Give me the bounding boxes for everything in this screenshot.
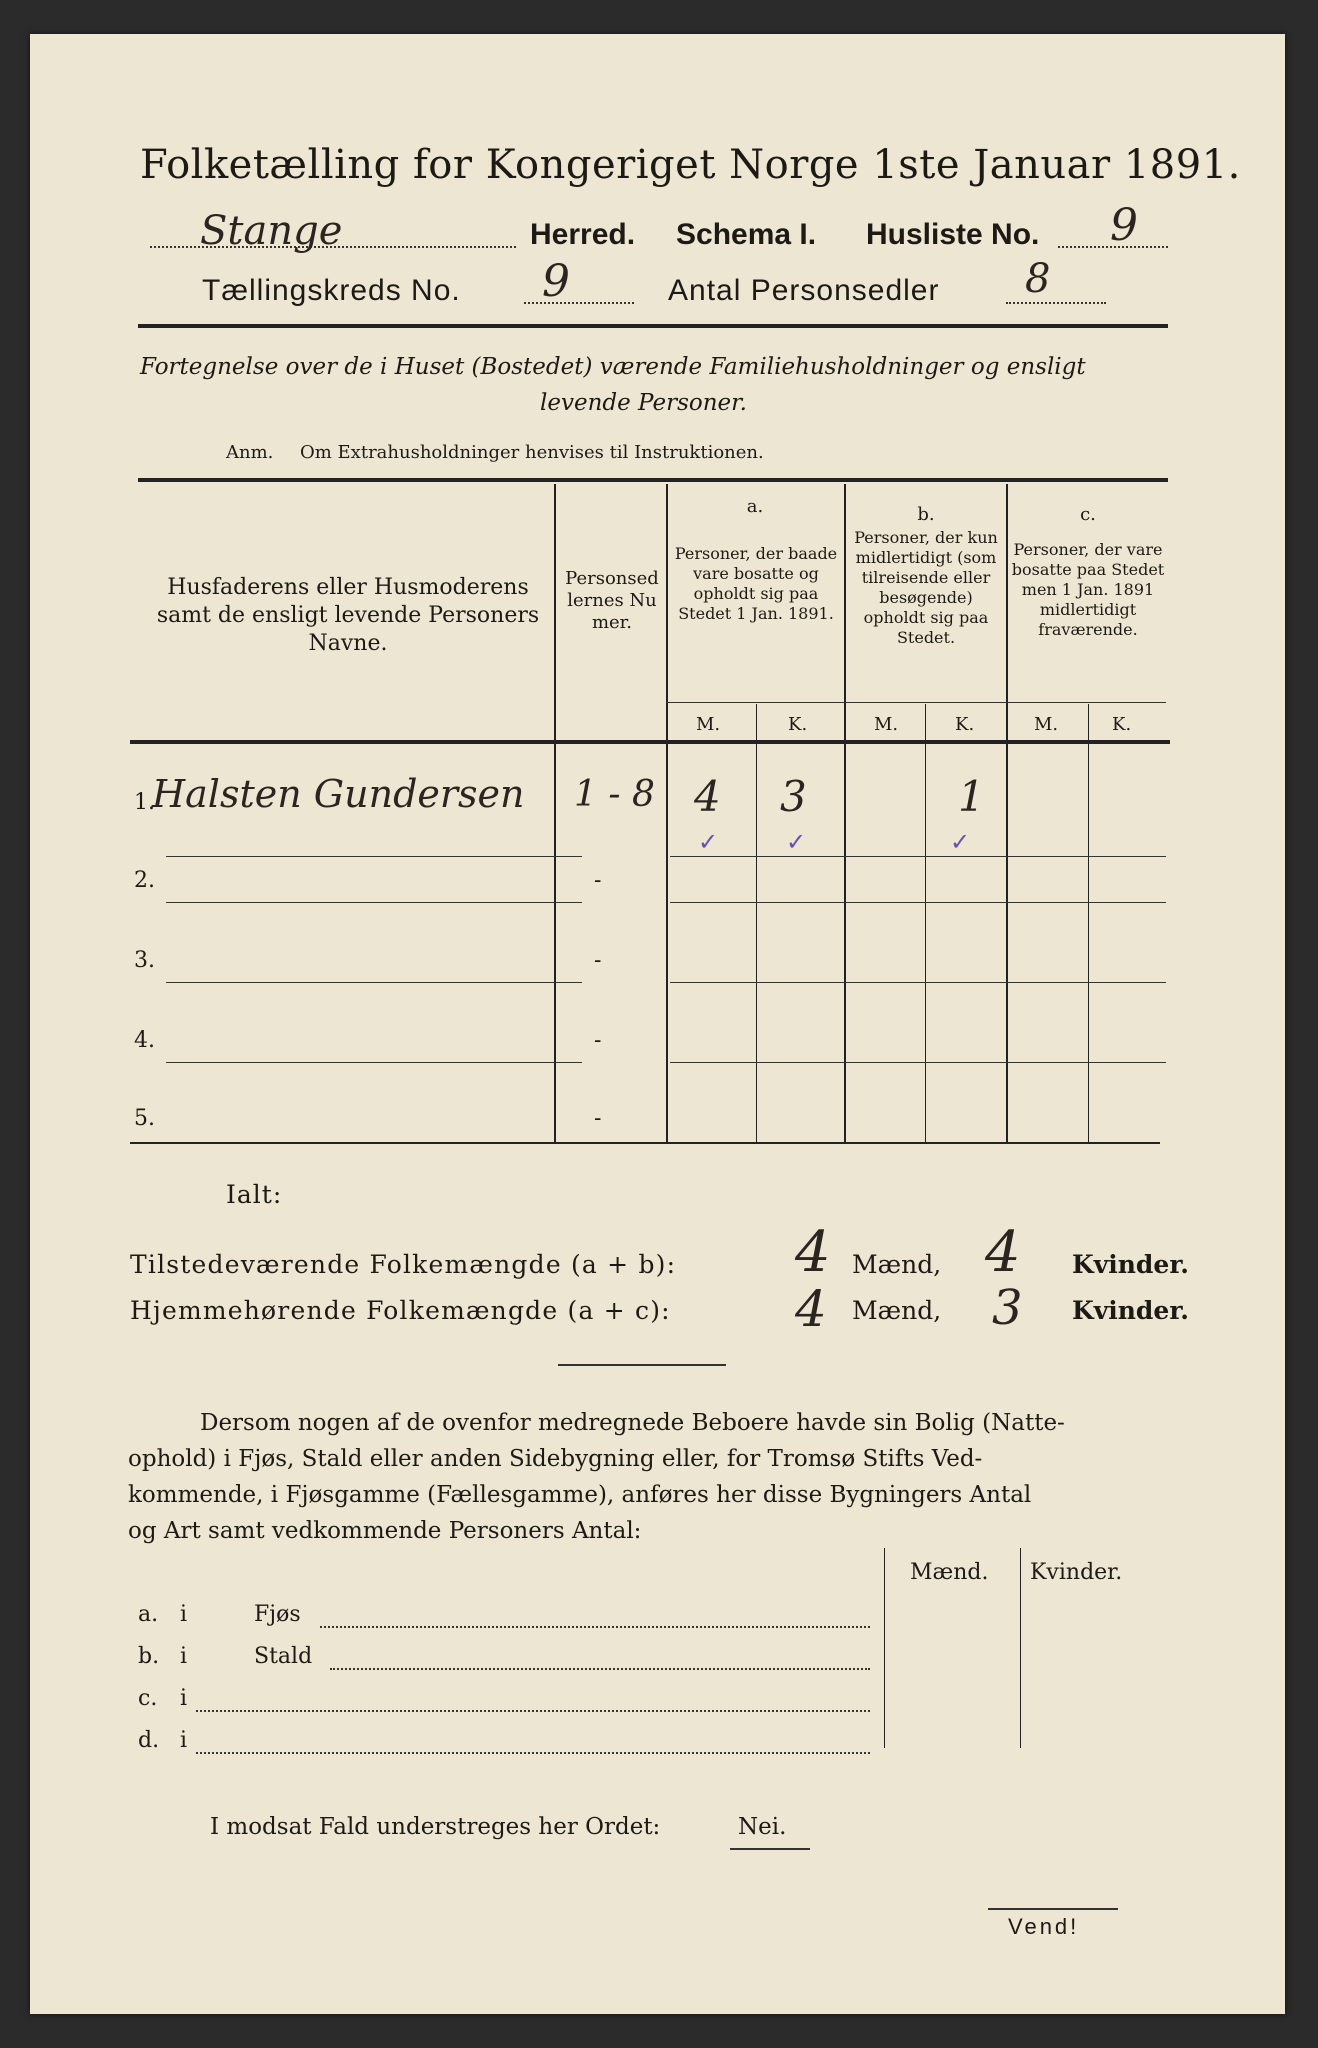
herred-label: Herred. <box>530 218 636 251</box>
table-bottom-rule <box>130 1142 1160 1144</box>
col-num-header: Personsedlernes Numer. <box>565 568 659 633</box>
building-prep: i <box>180 1686 188 1711</box>
anm-label: Anm. <box>226 442 274 463</box>
building-dots <box>320 1626 870 1628</box>
antal-value: 8 <box>1025 256 1051 302</box>
row-line <box>670 982 1166 983</box>
antal-label: Antal Personsedler <box>668 274 940 307</box>
building-dots <box>196 1710 870 1712</box>
taellingskreds-value: 9 <box>542 256 570 307</box>
row-number: 2. <box>134 868 155 893</box>
table-header-rule <box>130 740 1170 744</box>
row-line <box>166 902 582 903</box>
b-m-label: M. <box>874 714 899 735</box>
building-letter: d. <box>138 1728 160 1753</box>
c-k-label: K. <box>1112 714 1132 735</box>
ialt-label: Ialt: <box>226 1180 283 1209</box>
buildings-para-4: og Art samt vedkommende Personers Antal: <box>128 1518 642 1544</box>
hjemme-maend-label: Mænd, <box>852 1296 942 1325</box>
row-line <box>670 1062 1166 1063</box>
buildings-kvinder-header: Kvinder. <box>1030 1560 1123 1585</box>
tilstede-kvinder-value: 4 <box>985 1220 1021 1285</box>
intro-line-1: Fortegnelse over de i Huset (Bostedet) værende Familiehusholdninger og ensligt <box>140 354 1086 380</box>
a-k-label: K. <box>788 714 808 735</box>
buildings-para-2: ophold) i Fjøs, Stald eller anden Sidebygning eller, for Tromsø Stifts Ved- <box>128 1446 983 1472</box>
check-mark-icon: ✓ <box>698 828 719 856</box>
buildings-para-1: Dersom nogen af de ovenfor medregnede Beboere havde sin Bolig (Natte- <box>200 1410 1065 1436</box>
tilstede-kvinder-label: Kvinder. <box>1072 1250 1189 1279</box>
col-divider-4 <box>1006 484 1008 1142</box>
row-a-m: 4 <box>694 772 721 821</box>
check-mark-icon: ✓ <box>950 828 971 856</box>
section-divider <box>558 1364 726 1366</box>
col-divider-1 <box>554 484 556 1142</box>
building-label: Fjøs <box>254 1602 301 1627</box>
vend-underline <box>988 1908 1118 1910</box>
buildings-maend-header: Mænd. <box>910 1560 989 1585</box>
row-number: 1. <box>134 790 155 815</box>
col-divider-b-mk <box>925 704 926 1142</box>
col-b-header: Personer, der kun midlertidigt (som tilreisende eller besøgende) opholdt sig paa Stedet. <box>854 528 998 647</box>
table-top-rule <box>138 478 1168 482</box>
mk-header-line <box>666 702 1166 703</box>
schema-label: Schema I. <box>676 218 817 251</box>
tilstede-label: Tilstedeværende Folkemængde (a + b): <box>130 1250 677 1279</box>
husliste-label: Husliste No. <box>866 218 1040 251</box>
row-line <box>166 1062 582 1063</box>
col-name-header: Husfaderens eller Husmoderens samt de ensligt levende Personers Navne. <box>156 575 540 656</box>
hjemme-maend-value: 4 <box>795 1280 827 1338</box>
col-c-header: Personer, der vare bosatte paa Stedet men 1 Jan. 1891 midlertidigt fraværende. <box>1011 540 1165 639</box>
col-a-letter: a. <box>746 496 764 517</box>
a-m-label: M. <box>696 714 721 735</box>
check-mark-icon: ✓ <box>786 828 807 856</box>
husliste-value: 9 <box>1110 200 1138 251</box>
hjemme-kvinder-value: 3 <box>992 1280 1023 1336</box>
col-divider-c-mk <box>1088 704 1089 1142</box>
b-k-label: K. <box>955 714 975 735</box>
building-prep: i <box>180 1728 188 1753</box>
building-letter: b. <box>138 1644 160 1669</box>
building-dots <box>196 1752 870 1754</box>
hjemme-kvinder-label: Kvinder. <box>1072 1296 1189 1325</box>
row-line <box>166 856 582 857</box>
taellingskreds-dots <box>524 302 634 304</box>
building-prep: i <box>180 1602 188 1627</box>
building-dots <box>330 1668 870 1670</box>
anm-text: Om Extrahusholdninger henvises til Instruktionen. <box>300 442 764 463</box>
col-c-letter: c. <box>1080 504 1096 525</box>
vend-label: Vend! <box>1008 1914 1080 1939</box>
census-form-sheet <box>30 34 1285 2014</box>
nei-underline <box>730 1848 810 1850</box>
col-a-header: Personer, der baade vare bosatte og opholdt sig paa Stedet 1 Jan. 1891. <box>674 544 838 623</box>
antal-dots <box>1006 302 1106 304</box>
building-letter: c. <box>138 1686 158 1711</box>
col-divider-3 <box>844 484 846 1142</box>
row-b-k: 1 <box>958 772 985 821</box>
buildings-divider-1 <box>884 1548 885 1748</box>
row-number: 3. <box>134 948 155 973</box>
row-sedler: - <box>594 868 602 893</box>
col-divider-a-mk <box>756 704 757 1142</box>
row-line <box>670 856 1166 857</box>
row-sedler: 1 - 8 <box>574 774 655 815</box>
row-number: 4. <box>134 1028 155 1053</box>
header-rule <box>138 324 1168 328</box>
buildings-divider-2 <box>1020 1548 1021 1748</box>
row-line <box>670 902 1166 903</box>
herred-value: Stange <box>200 208 343 254</box>
form-title: Folketælling for Kongeriget Norge 1ste Januar 1891. <box>140 142 1241 188</box>
tilstede-maend-value: 4 <box>795 1220 831 1285</box>
intro-line-2: levende Personer. <box>540 390 747 416</box>
building-prep: i <box>180 1644 188 1669</box>
hjemme-label: Hjemmehørende Folkemængde (a + c): <box>130 1296 671 1325</box>
taellingskreds-label: Tællingskreds No. <box>202 274 461 307</box>
row-number: 5. <box>134 1106 155 1131</box>
building-label: Stald <box>254 1644 313 1669</box>
row-name: Halsten Gundersen <box>152 772 525 816</box>
row-a-k: 3 <box>780 772 807 821</box>
nei-word: Nei. <box>738 1814 787 1840</box>
row-sedler: - <box>594 948 602 973</box>
modsat-label: I modsat Fald understreges her Ordet: <box>210 1814 661 1840</box>
col-divider-2 <box>666 484 668 1142</box>
row-sedler: - <box>594 1028 602 1053</box>
row-line <box>166 982 582 983</box>
tilstede-maend-label: Mænd, <box>852 1250 942 1279</box>
col-b-letter: b. <box>917 504 935 525</box>
row-sedler: - <box>594 1106 602 1131</box>
buildings-para-3: kommende, i Fjøsgamme (Fællesgamme), anføres her disse Bygningers Antal <box>128 1482 1032 1508</box>
c-m-label: M. <box>1034 714 1059 735</box>
building-letter: a. <box>138 1602 159 1627</box>
